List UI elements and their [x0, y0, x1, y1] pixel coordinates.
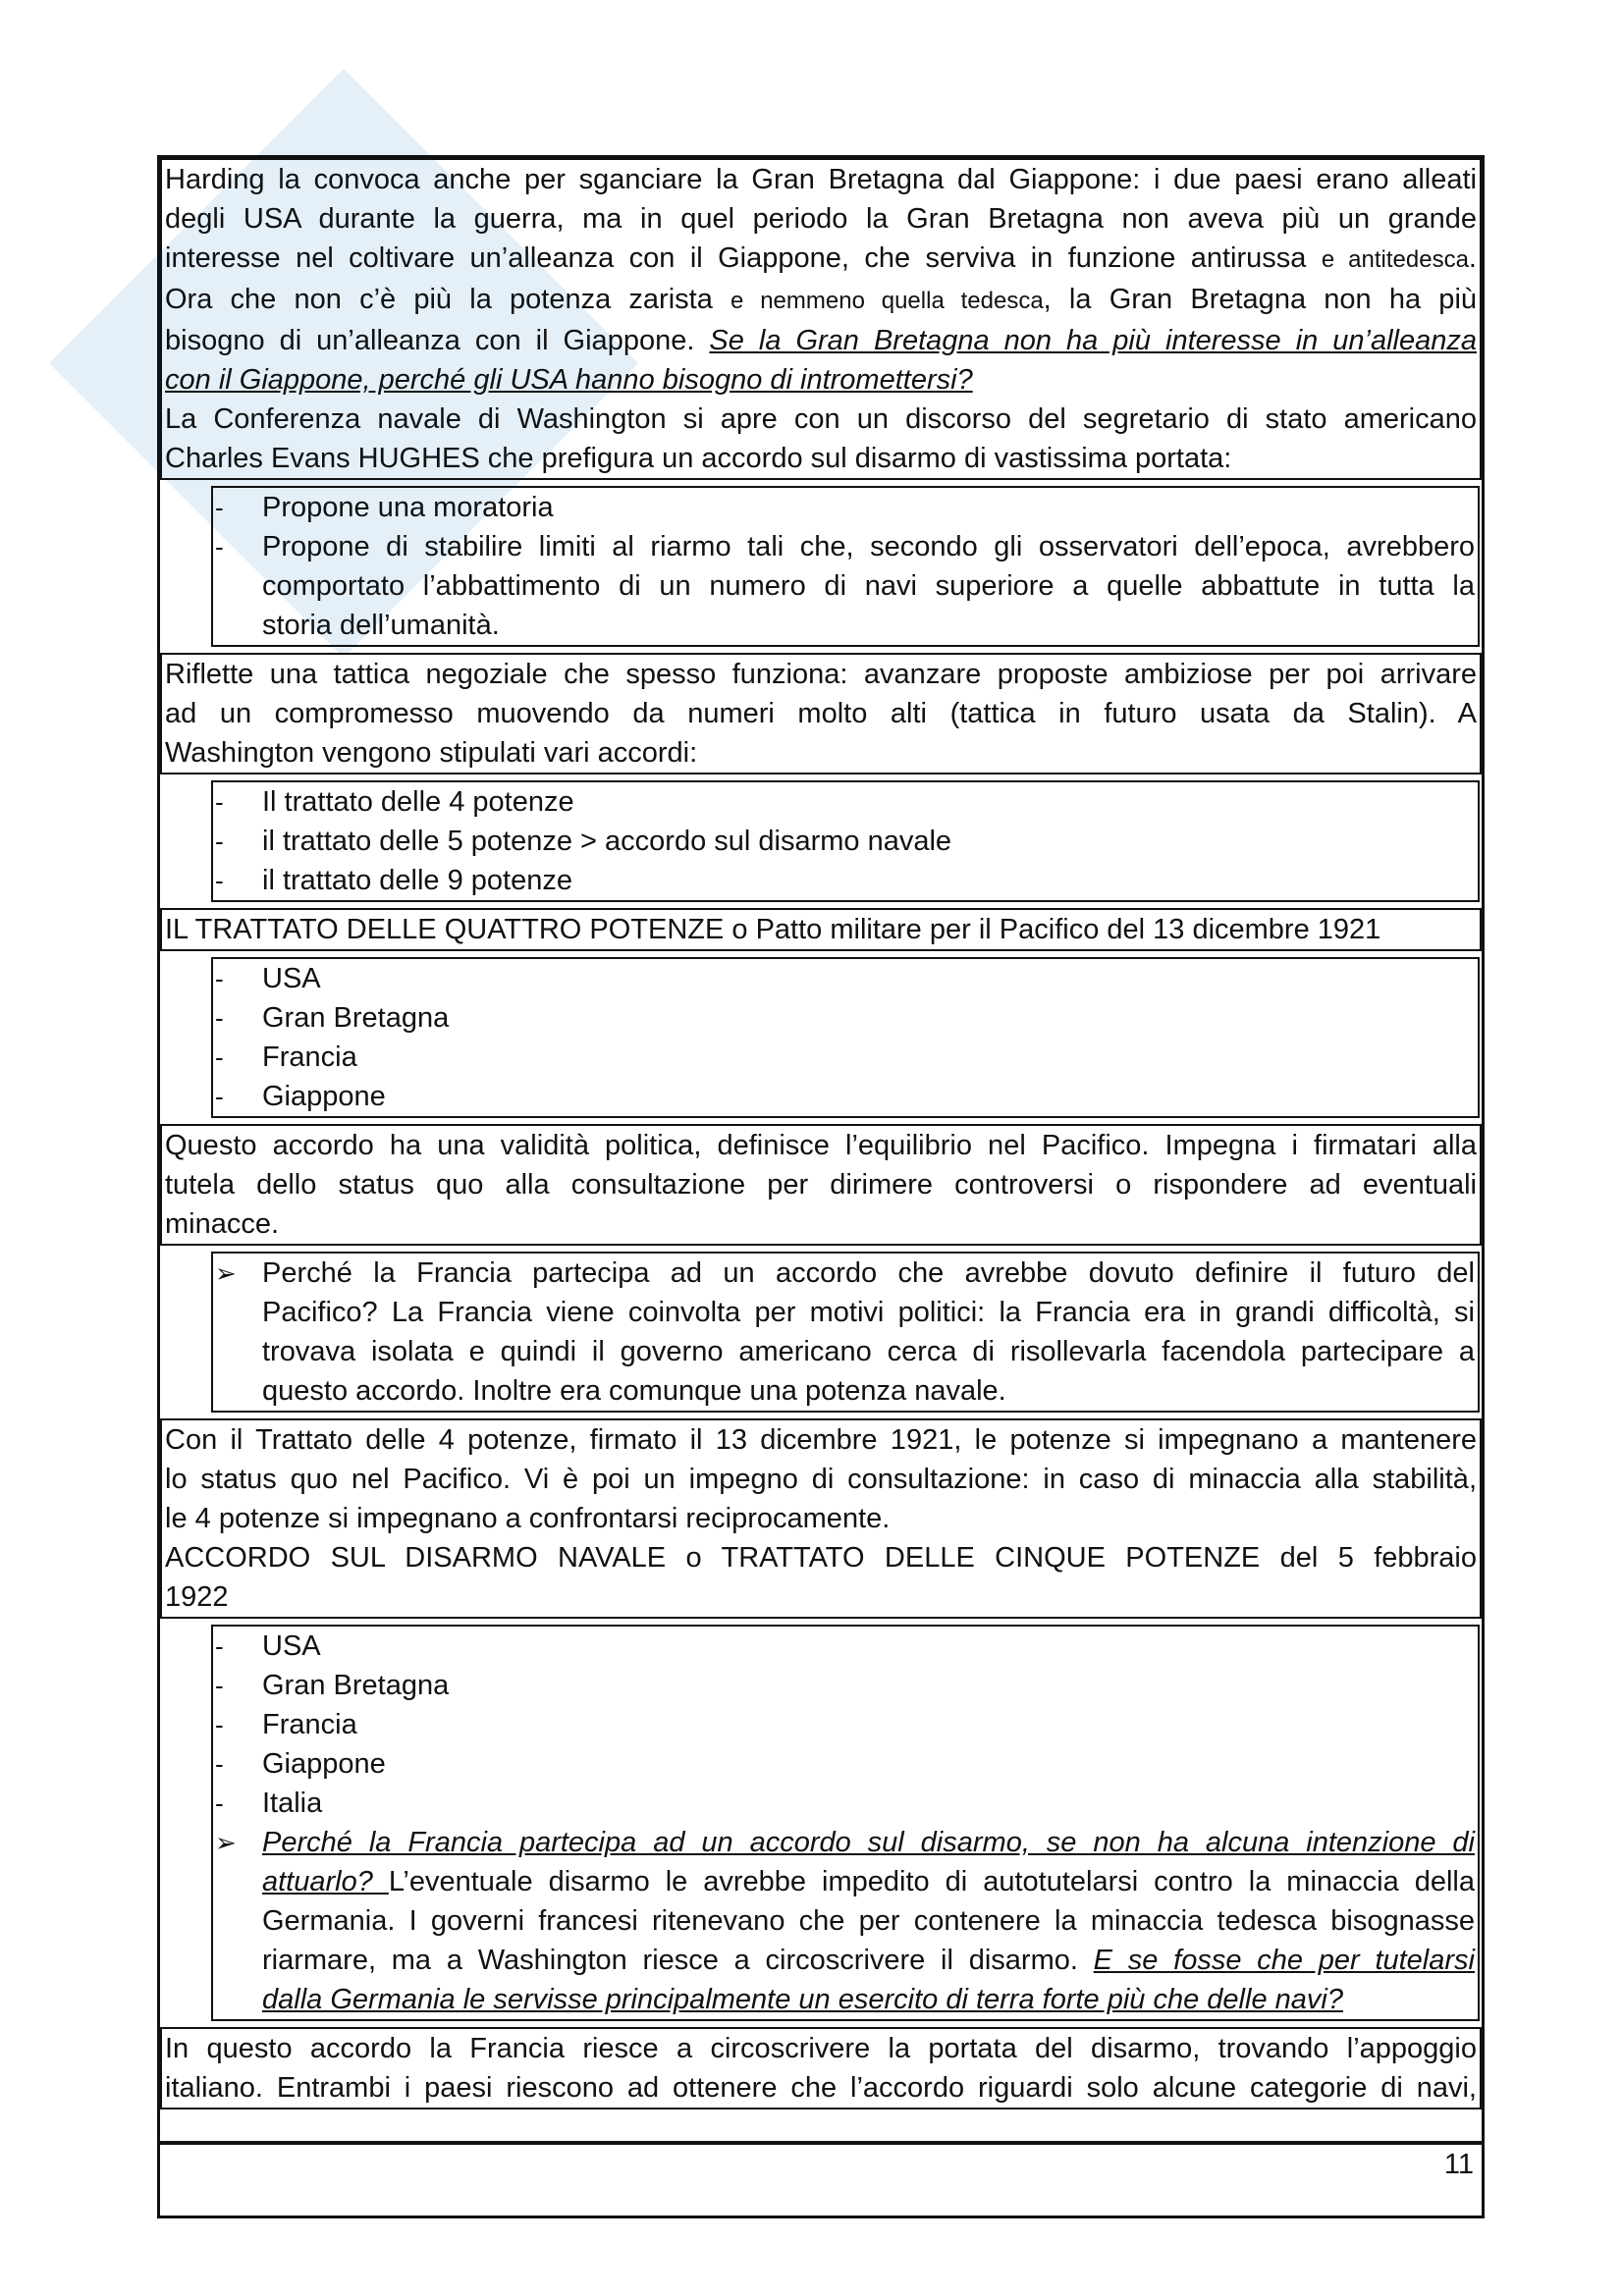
- page-content: [160, 158, 1482, 2115]
- list-item: - USA: [213, 959, 1478, 998]
- section-heading-four-powers: IL TRATTATO DELLE QUATTRO POTENZE o Patto militare per il Pacifico del 13 dicembre 1921: [160, 908, 1482, 951]
- list-item: - il trattato delle 5 potenze > accordo sul disarmo navale: [213, 822, 1478, 861]
- question-text: dalla Germania le servisse principalmente un esercito di terra forte più che delle navi?: [262, 1984, 1343, 2015]
- paragraph-4: Questo accordo ha una validità politica, definisce l’equilibrio nel Pacifico. Impegna i firmatari alla tutela dello status quo alla consultazione per dirimere controversi o rispondere ad eventuali minacce.: [160, 1124, 1482, 1246]
- question-text: attuarlo?: [262, 1866, 389, 1897]
- dash-marker: -: [215, 827, 224, 856]
- bullet-list-1: [211, 486, 1480, 647]
- text-line: interesse nel coltivare un’alleanza con il Giappone, che serviva in funzione antirussa e antitedesca.: [165, 242, 1477, 274]
- dash-marker: -: [215, 1003, 224, 1033]
- dash-marker: -: [215, 1710, 224, 1739]
- text-line: bisogno di un’alleanza con il Giappone. Se la Gran Bretagna non ha più interesse in un’alleanza: [165, 325, 1477, 356]
- list-item: - Gran Bretagna: [213, 1666, 1478, 1705]
- list-item: - Giappone: [213, 1077, 1478, 1116]
- text-line: Ora che non c’è più la potenza zarista e nemmeno quella tedesca, la Gran Bretagna non ha più: [165, 284, 1478, 315]
- question-text: Se la Gran Bretagna non ha più interesse in un’alleanza: [709, 325, 1477, 356]
- list-item: - Propone di stabilire limiti al riarmo tali che, secondo gli osservatori dell’epoca, avrebbero comportato l’abbattimento di un numero di navi superiore a quelle abbattute in tutta la storia dell’umanità.: [213, 527, 1478, 645]
- page-footer: [160, 2141, 1482, 2216]
- paragraph-5: Con il Trattato delle 4 potenze, firmato il 13 dicembre 1921, le potenze si impegnano a mantenere lo status quo nel Pacifico. Vi è poi un impegno di consultazione: in caso di minaccia alla stabilità, le 4 potenze si impegnano a confrontarsi reciprocamente. ACCORDO SUL DISARMO NAVALE o TRATTATO DELLE CINQUE POTENZE del 5 febbraio 1922: [160, 1418, 1482, 1619]
- page-frame: [157, 155, 1485, 2218]
- dash-marker: -: [215, 1789, 224, 1818]
- text-line: Harding la convoca anche per sganciare la Gran Bretagna dal Giappone: i due paesi erano alleati: [165, 164, 1477, 195]
- text-line: degli USA durante la guerra, ma in quel periodo la Gran Bretagna non aveva più un grande: [165, 203, 1477, 235]
- dash-marker: -: [215, 1749, 224, 1779]
- list-item: - Gran Bretagna: [213, 998, 1478, 1038]
- bullet-list-2: [211, 780, 1480, 902]
- question-text: con il Giappone, perché gli USA hanno bisogno di intromettersi?: [165, 364, 973, 396]
- dash-marker: -: [215, 866, 224, 895]
- text-line: Charles Evans HUGHES che prefigura un accordo sul disarmo di vastissima portata:: [165, 443, 1232, 474]
- paragraph-2: Riflette una tattica negoziale che spesso funziona: avanzare proposte ambiziose per poi arrivare ad un compromesso muovendo da numeri molto alti (tattica in futuro usata da Stalin). A Washington vengono stipulati vari accordi:: [160, 653, 1482, 774]
- list-item: - Giappone: [213, 1744, 1478, 1784]
- arrow-bullet-icon: ➢: [215, 1258, 237, 1288]
- dash-marker: -: [215, 493, 224, 522]
- text-line: La Conferenza navale di Washington si apre con un discorso del segretario di stato americano: [165, 403, 1477, 435]
- dash-marker: -: [215, 964, 224, 993]
- list-item: - Propone una moratoria: [213, 488, 1478, 527]
- dash-marker: -: [215, 1082, 224, 1111]
- dash-marker: -: [215, 787, 224, 817]
- list-item: ➢ Perché la Francia partecipa ad un accordo sul disarmo, se non ha alcuna intenzione di attuarlo? L’eventuale disarmo le avrebbe impedito di autotutelarsi contro la minaccia della Germania. I governi francesi ritenevano che per contenere la minaccia tedesca bisognasse riarmare, ma a Washington riesce a circoscrivere il disarmo. E se fosse che per tutelarsi dalla Germania le servisse principalmente un esercito di terra forte più che delle navi?: [213, 1823, 1478, 2019]
- arrow-bullet-icon: ➢: [215, 1828, 237, 1857]
- list-item: - Italia: [213, 1784, 1478, 1823]
- question-text: E se fosse che per tutelarsi: [1093, 1945, 1475, 1976]
- list-item: - Francia: [213, 1038, 1478, 1077]
- page-number: 11: [1443, 2149, 1474, 2180]
- question-text: Perché la Francia partecipa ad un accordo sul disarmo, se non ha alcuna intenzione di: [262, 1827, 1475, 1858]
- dash-marker: -: [215, 532, 224, 561]
- list-item: - il trattato delle 9 potenze: [213, 861, 1478, 900]
- arrow-list-1: [211, 1252, 1480, 1413]
- dash-marker: -: [215, 1631, 224, 1661]
- paragraph-1: [160, 158, 1482, 480]
- list-item: - Francia: [213, 1705, 1478, 1744]
- paragraph-6: In questo accordo la Francia riesce a circoscrivere la portata del disarmo, trovando l’appoggio italiano. Entrambi i paesi riescono ad ottenere che l’accordo riguardi solo alcune categorie di navi,: [160, 2027, 1482, 2109]
- list-item: - Il trattato delle 4 potenze: [213, 782, 1478, 822]
- list-item: - USA: [213, 1627, 1478, 1666]
- bullet-list-3: [211, 957, 1480, 1118]
- list-item: ➢ Perché la Francia partecipa ad un accordo che avrebbe dovuto definire il futuro del Pacifico? La Francia viene coinvolta per motivi politici: la Francia era in grandi difficoltà, si trovava isolata e quindi il governo americano cerca di risollevarla facendola partecipare a questo accordo. Inoltre era comunque una potenza navale.: [213, 1254, 1478, 1411]
- dash-marker: -: [215, 1671, 224, 1700]
- dash-marker: -: [215, 1042, 224, 1072]
- bullet-list-5: [211, 1625, 1480, 2021]
